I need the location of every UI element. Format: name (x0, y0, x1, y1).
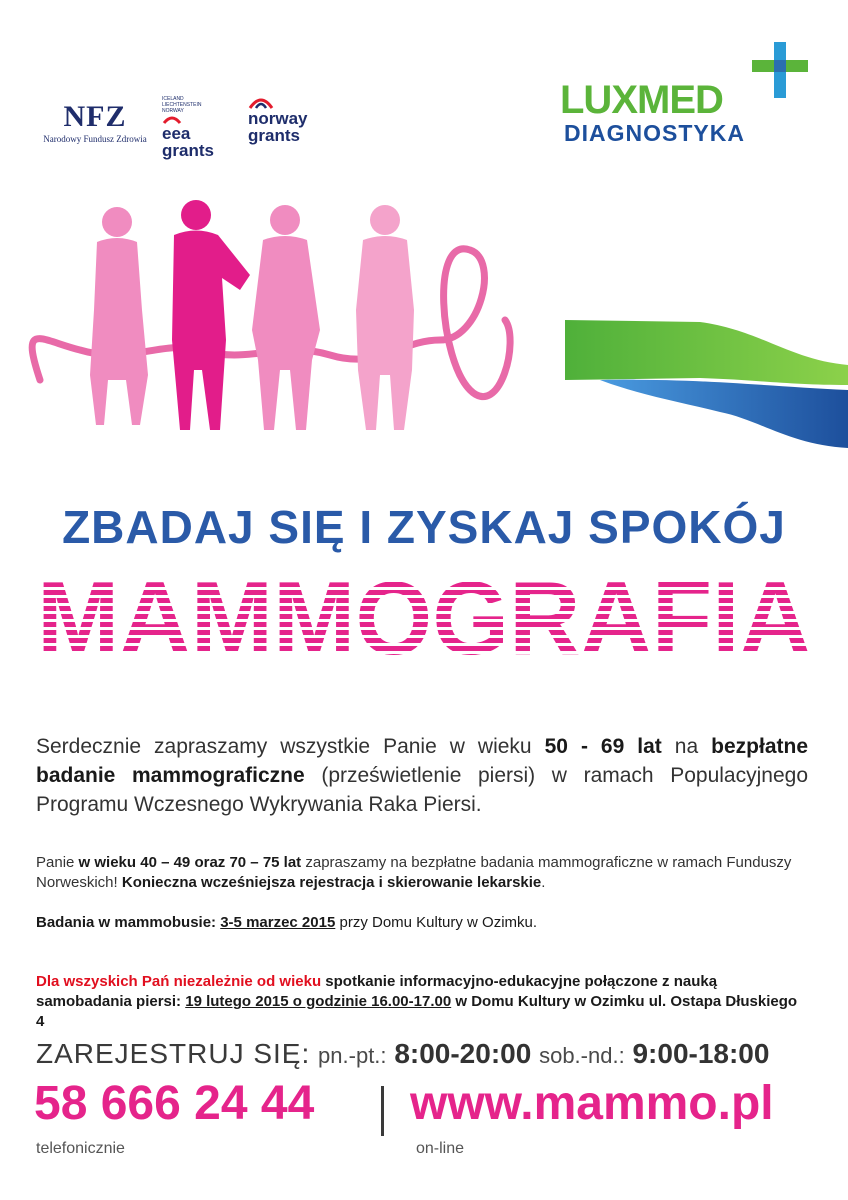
eea-grants-word: grants (162, 141, 214, 160)
blue-swoosh (600, 380, 848, 448)
woman-silhouette-4 (356, 205, 414, 430)
norway-grants-word: grants (248, 126, 300, 145)
intro-text-a: Serdecznie zapraszamy wszystkie Panie w wieku (36, 735, 532, 758)
weekend-hours: 9:00-18:00 (632, 1038, 770, 1069)
intro-paragraph (36, 732, 808, 819)
green-swoosh (565, 320, 848, 385)
website-link[interactable]: www.mammo.pl (410, 1077, 774, 1130)
intro-age-range: 50 - 69 lat (544, 735, 662, 758)
mammografia-title (34, 566, 814, 662)
footer-divider (381, 1086, 384, 1136)
luxmed-logo (560, 40, 820, 150)
eea-grants-small-text: ICELAND LIECHTENSTEIN NORWAY (162, 96, 202, 114)
meeting-location: w Domu Kultury w Ozimku ul. Ostapa Dłuskiego 4 (36, 993, 798, 1030)
norway-grants-logo (248, 96, 328, 144)
intro-text-e: (prześwietlenie piersi) w ramach Populacyjnego Programu Wczesnego Wykrywania Raka Piersi. (36, 764, 808, 816)
meeting-date: 19 lutego 2015 o godzinie 16.00-17.00 (185, 993, 452, 1010)
weekend-label: sob.-nd.: (539, 1043, 625, 1068)
phone-caption: telefonicznie (36, 1140, 125, 1157)
mammobus-dates: 3-5 marzec 2015 (220, 914, 336, 931)
p2-text-c: zapraszamy na bezpłatne badania mammograficzne w ramach Funduszy Norweskich! (36, 854, 792, 891)
p2-registration-note: Konieczna wcześniejsza rejestracja i skierowanie lekarskie (121, 874, 542, 891)
mammobus-location: przy Domu Kultury w Ozimku. (339, 914, 538, 931)
headline: ZBADAJ SIĘ I ZYSKAJ SPOKÓJ (62, 501, 786, 553)
p2-text-e: . (541, 874, 546, 891)
nfz-logo-mark: NFZ (63, 100, 127, 133)
register-label: ZAREJESTRUJ SIĘ: (36, 1038, 311, 1069)
norway-word: norway (248, 109, 308, 128)
mammobus-label: Badania w mammobusie: (36, 914, 217, 931)
weekdays-label: pn.-pt.: (318, 1043, 387, 1068)
eea-word: eea (162, 124, 191, 143)
nfz-logo (40, 100, 150, 144)
registration-hours (36, 1038, 769, 1070)
woman-silhouette-1 (90, 207, 148, 425)
woman-silhouette-3 (252, 205, 320, 430)
luxmed-cross-icon (750, 40, 810, 102)
luxmed-name: LUXMED (560, 78, 723, 122)
meeting-paragraph (36, 972, 808, 1032)
meeting-description: spotkanie informacyjno-edukacyjne połączone z nauką samobadania piersi: (36, 973, 718, 1010)
p2-age-range: w wieku 40 – 49 oraz 70 – 75 lat (78, 854, 302, 871)
hero-illustration (0, 190, 848, 480)
weekdays-hours: 8:00-20:00 (394, 1038, 532, 1069)
woman-silhouette-2 (172, 200, 250, 430)
mammografia-title-text: MAMMOGRAFIA (37, 566, 811, 662)
intro-text-c: na (674, 735, 699, 758)
phone-number[interactable]: 58 666 24 44 (34, 1077, 315, 1130)
eea-grants-logo (162, 96, 246, 159)
mammobus-paragraph (36, 913, 808, 933)
luxmed-subtitle: DIAGNOSTYKA (564, 120, 745, 146)
norway-grants-arc-icon (248, 96, 274, 110)
intro-free-exam: bezpłatne badanie mammograficzne (36, 735, 809, 787)
p2-text-a: Panie (36, 854, 75, 871)
nfz-logo-name: Narodowy Fundusz Zdrowia (43, 134, 147, 144)
norway-funds-paragraph (36, 853, 808, 893)
meeting-audience: Dla wszyskich Pań niezależnie od wieku (36, 973, 322, 990)
website-caption: on-line (416, 1140, 465, 1157)
